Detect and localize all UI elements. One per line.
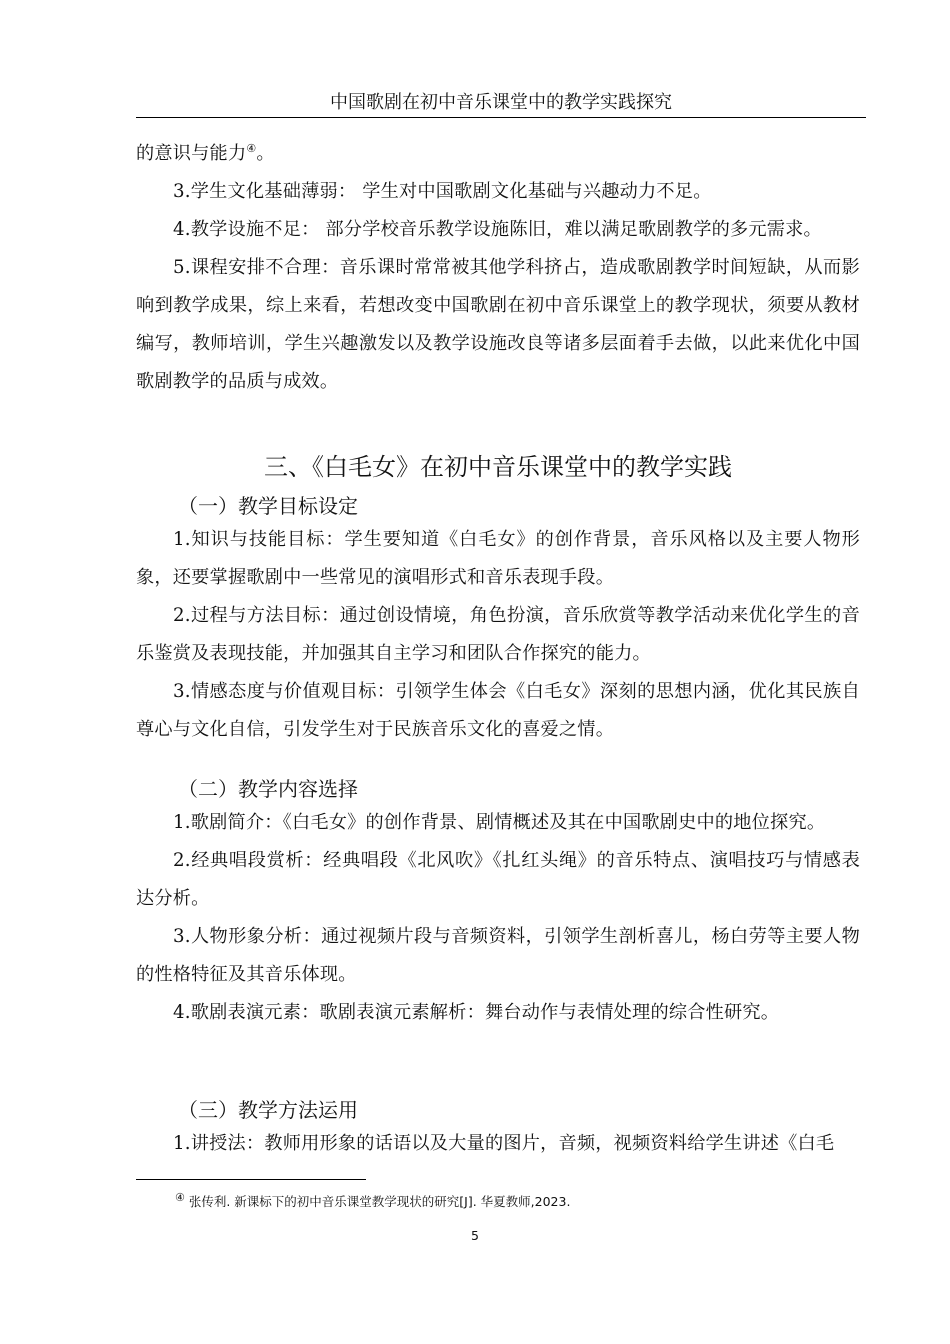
page-number: 5 bbox=[471, 1228, 479, 1243]
list-item: 1.歌剧简介：《白毛女》的创作背景、剧情概述及其在中国歌剧史中的地位探究。 bbox=[173, 812, 826, 834]
footnote-mark: ④ bbox=[175, 1191, 185, 1204]
paragraph bbox=[136, 130, 860, 173]
footnote-separator bbox=[136, 1179, 366, 1180]
footnote-text: 张传利. 新课标下的初中音乐课堂教学现状的研究[J]. 华夏教师,2023. bbox=[184, 1194, 571, 1210]
footnote-ref: ④ bbox=[246, 142, 257, 155]
page-body bbox=[136, 130, 860, 1163]
subsection-heading: （一）教学目标设定 bbox=[178, 494, 358, 519]
subsection-heading: （二）教学内容选择 bbox=[178, 777, 358, 802]
running-header: 中国歌剧在初中音乐课堂中的教学实践探究 bbox=[136, 91, 866, 118]
section-heading: 三、《白毛女》在初中音乐课堂中的教学实践 bbox=[264, 453, 732, 482]
paragraph: 4.教学设施不足： 部分学校音乐教学设施陈旧，难以满足歌剧教学的多元需求。 bbox=[173, 219, 822, 241]
footnote bbox=[175, 1189, 570, 1211]
list-item: 2.过程与方法目标：通过创设情境，角色扮演，音乐欣赏等教学活动来优化学生的音乐鉴赏及表现技能，并加强其自主学习和团队合作探究的能力。 bbox=[136, 605, 860, 665]
paragraph: 3.学生文化基础薄弱： 学生对中国歌剧文化基础与兴趣动力不足。 bbox=[173, 181, 712, 203]
list-item: 3.人物形象分析：通过视频片段与音频资料，引领学生剖析喜儿，杨白劳等主要人物的性格特征及其音乐体现。 bbox=[136, 926, 860, 986]
list-item: 2.经典唱段赏析：经典唱段《北风吹》《扎红头绳》的音乐特点、演唱技巧与情感表达分析。 bbox=[136, 850, 860, 910]
list-item: 1.知识与技能目标：学生要知道《白毛女》的创作背景，音乐风格以及主要人物形象，还要掌握歌剧中一些常见的演唱形式和音乐表现手段。 bbox=[136, 529, 860, 589]
paragraph-text: 的意识与能力 bbox=[136, 143, 247, 165]
paragraph: 5.课程安排不合理：音乐课时常常被其他学科挤占，造成歌剧教学时间短缺，从而影响到教学成果，综上来看，若想改变中国歌剧在初中音乐课堂上的教学现状，须要从教材编写，教师培训，学生兴趣激发以及教学设施改良等诸多层面着手去做，以此来优化中国歌剧教学的品质与成效。 bbox=[136, 257, 860, 393]
paragraph-text: 。 bbox=[256, 143, 275, 165]
list-item: 1.讲授法：教师用形象的话语以及大量的图片，音频，视频资料给学生讲述《白毛 bbox=[173, 1133, 835, 1155]
subsection-heading: （三）教学方法运用 bbox=[178, 1098, 358, 1123]
list-item: 3.情感态度与价值观目标：引领学生体会《白毛女》深刻的思想内涵，优化其民族自尊心与文化自信，引发学生对于民族音乐文化的喜爱之情。 bbox=[136, 681, 860, 741]
list-item: 4.歌剧表演元素：歌剧表演元素解析：舞台动作与表情处理的综合性研究。 bbox=[173, 1002, 780, 1024]
